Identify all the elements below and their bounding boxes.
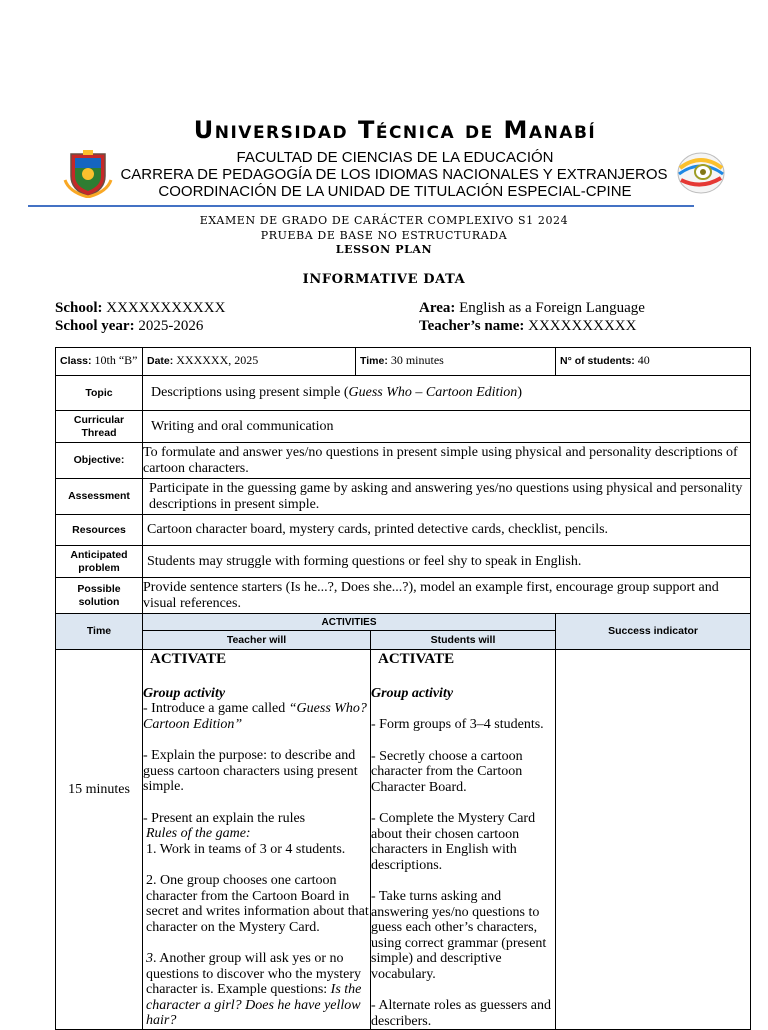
header-rule	[28, 205, 694, 207]
assessment-row	[56, 479, 751, 515]
problem-label: Anticipated problem	[56, 546, 143, 578]
solution-label: Possible solution	[56, 578, 143, 614]
resources-value: Cartoon character board, mystery cards, printed detective cards, checklist, pencils.	[143, 515, 751, 546]
success-indicator-cell	[556, 650, 751, 1030]
teacher-name-label: Teacher’s name:	[419, 318, 525, 334]
topic-label: Topic	[56, 376, 143, 411]
teacher-name-value: XXXXXXXXXX	[524, 318, 637, 334]
area-label: Area:	[419, 300, 456, 316]
success-indicator-header: Success indicator	[556, 614, 751, 650]
rule-3: 3. Another group will ask yes or no questions to discover who the mystery character is. Example questions: Is the character a girl? Does he have yellow hair?	[146, 951, 362, 1028]
school-year-field	[55, 318, 203, 335]
problem-row	[56, 546, 751, 578]
class-label: Class:	[60, 355, 92, 368]
area-field	[419, 300, 645, 317]
teacher-activities-cell	[143, 650, 371, 1030]
problem-value: Students may struggle with forming questions or feel shy to speak in English.	[143, 546, 751, 578]
school-field	[55, 300, 225, 317]
duration-cell: 15 minutes	[56, 650, 143, 1030]
thread-label: Curricular Thread	[56, 411, 143, 443]
students-count-value: 40	[634, 353, 650, 368]
university-title: Universidad Técnica de Manabí	[193, 116, 597, 144]
area-value: English as a Foreign Language	[455, 300, 645, 316]
students-step-3: - Complete the Mystery Card about their chosen cartoon characters in English with descriptions.	[371, 811, 536, 873]
students-activate-heading: ACTIVATE	[378, 651, 455, 667]
teacher-activate-heading: ACTIVATE	[150, 651, 227, 667]
school-year-value: 2025-2026	[134, 318, 204, 334]
student-activities-cell	[371, 650, 556, 1030]
students-group-activity: Group activity	[371, 685, 454, 701]
exam-line: EXAMEN DE GRADO DE CARÁCTER COMPLEXIVO S1 2024	[199, 214, 569, 227]
students-count-label: N° of students:	[560, 355, 635, 368]
topic-row	[56, 376, 751, 411]
teacher-step-rules: - Present an explain the rules	[143, 810, 306, 826]
class-value: 10th “B”	[91, 353, 138, 368]
class-info-row	[56, 348, 751, 376]
school-label: School:	[55, 300, 103, 316]
class-cell	[56, 348, 143, 376]
objective-value: To formulate and answer yes/no questions in present simple using physical and personality descriptions of cartoon characters.	[143, 443, 751, 479]
rules-title: Rules of the game:	[146, 826, 251, 841]
rule-1: 1. Work in teams of 3 or 4 students.	[146, 841, 346, 857]
activities-header-row	[56, 614, 751, 631]
lesson-plan-table	[55, 347, 751, 1030]
time-column-header: Time	[56, 614, 143, 650]
rule-2: 2. One group chooses one cartoon character from the Cartoon Board in secret and writes information about that character on the Mystery Card.	[146, 873, 369, 935]
assessment-value: Participate in the guessing game by asking and answering yes/no questions using physical and personality descriptions in present simple.	[143, 479, 751, 515]
topic-italic: Guess Who – Cartoon Edition	[348, 385, 518, 401]
students-count-cell	[556, 348, 751, 376]
objective-label: Objective:	[56, 443, 143, 479]
school-value: XXXXXXXXXXX	[102, 300, 226, 316]
date-value: XXXXXX, 2025	[173, 353, 259, 368]
time-cell	[356, 348, 556, 376]
exam-type-line: PRUEBA DE BASE NO ESTRUCTURADA	[260, 229, 508, 242]
teacher-name-field	[419, 318, 636, 335]
time-label: Time:	[360, 355, 388, 368]
date-cell	[143, 348, 356, 376]
school-year-label: School year:	[55, 318, 135, 334]
topic-prefix: Descriptions using present simple (	[151, 385, 349, 401]
career-line: CARRERA DE PEDAGOGÍA DE LOS IDIOMAS NACIONALES Y EXTRANJEROS	[120, 166, 668, 183]
topic-suffix: )	[517, 385, 522, 401]
solution-value: Provide sentence starters (Is he...?, Does she...?), model an example first, encourage group support and visual references.	[143, 578, 751, 614]
resources-label: Resources	[56, 515, 143, 546]
teacher-will-header: Teacher will	[143, 631, 371, 650]
objective-row	[56, 443, 751, 479]
activities-header: ACTIVITIES	[143, 614, 556, 631]
topic-value	[143, 376, 751, 411]
resources-row	[56, 515, 751, 546]
thread-row	[56, 411, 751, 443]
teacher-step-purpose: - Explain the purpose: to describe and guess cartoon characters using present simple.	[143, 748, 358, 794]
teacher-group-activity: Group activity	[143, 685, 226, 701]
date-label: Date:	[147, 355, 174, 368]
lesson-plan-title: LESSON PLAN	[335, 243, 433, 256]
students-will-header: Students will	[371, 631, 556, 650]
students-step-5: - Alternate roles as guessers and describers.	[371, 998, 551, 1029]
solution-row	[56, 578, 751, 614]
students-step-2: - Secretly choose a cartoon character from the Cartoon Character Board.	[371, 748, 523, 795]
coordination-line: COORDINACIÓN DE LA UNIDAD DE TITULACIÓN ESPECIAL-CPINE	[158, 183, 632, 200]
time-value: 30 minutes	[387, 353, 444, 368]
students-step-4: - Take turns asking and answering yes/no questions to guess each other’s characters, using correct grammar (present simple) and descriptive vocabulary.	[371, 889, 547, 982]
assessment-label: Assessment	[56, 479, 143, 515]
activate-row	[56, 650, 751, 1030]
thread-value: Writing and oral communication	[143, 411, 751, 443]
teacher-step-intro: - Introduce a game called “Guess Who? Cartoon Edition”	[143, 701, 367, 732]
faculty-line: FACULTAD DE CIENCIAS DE LA EDUCACIÓN	[236, 149, 554, 166]
students-step-1: - Form groups of 3–4 students.	[371, 717, 544, 732]
informative-title: INFORMATIVE DATA	[302, 272, 466, 287]
